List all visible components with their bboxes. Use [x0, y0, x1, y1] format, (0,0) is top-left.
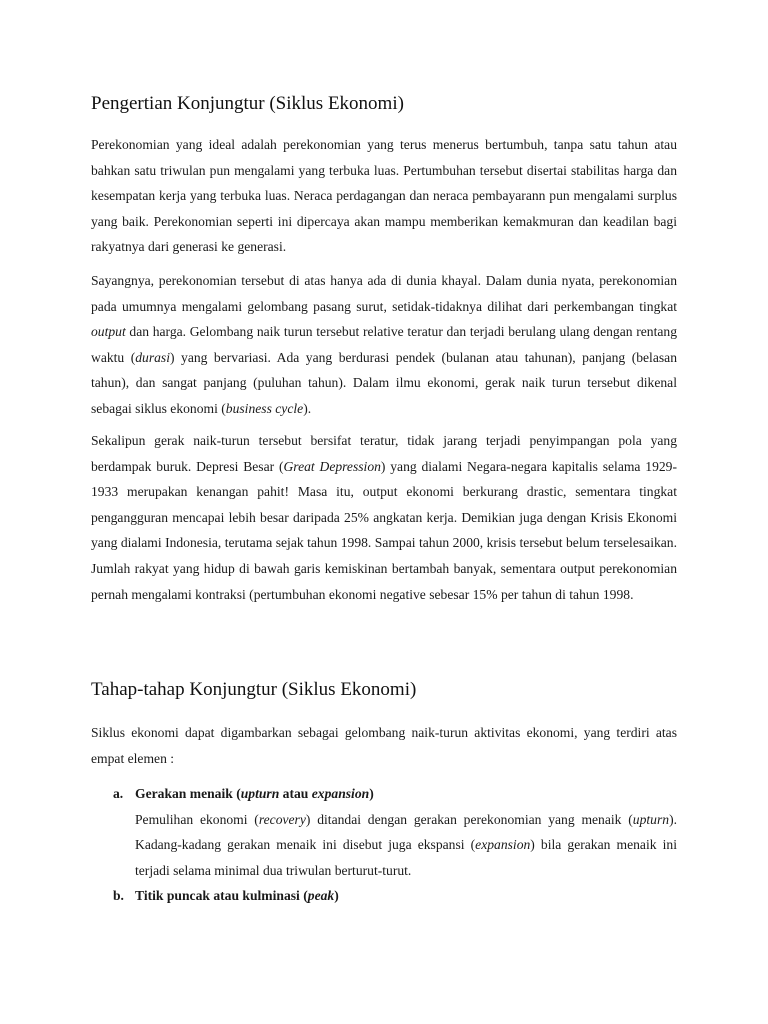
italic-term-business-cycle: business cycle: [225, 400, 304, 416]
list-marker: b.: [113, 888, 124, 904]
list-item: [91, 781, 677, 883]
italic-term-recovery: recovery: [258, 811, 306, 827]
paragraph-1: [91, 132, 677, 260]
paragraph-2-text: [91, 268, 677, 422]
text-run: ) yang bervariasi. Ada yang berdurasi pendek (bulanan atau tahunan), panjang (belasan tahun), dan sangat panjang (puluhan tahun). Dalam ilmu ekonomi, gerak naik turun tersebut dikenal sebagai siklus ekonomi (: [91, 349, 677, 416]
text-run: Sekalipun gerak naik-turun tersebut bersifat teratur, tidak jarang terjadi penyimpangan pola yang berdampak buruk. Depresi Besar (: [91, 433, 677, 474]
text-run: atau: [279, 786, 312, 801]
text-run: Titik puncak atau kulminasi (: [135, 888, 308, 904]
paragraph-2: [91, 268, 677, 422]
italic-term-expansion: expansion: [475, 837, 531, 853]
text-run: ) yang dialami Negara-negara kapitalis selama 1929-1933 merupakan kenangan pahit! Masa itu, output ekonomi berkurang drastic, sementara tingkat pengangguran mencapai lebih besar daripada 25% angkatan kerja. Demikian juga dengan Krisis Ekonomi yang dialami Indonesia, terutama sejak tahun 1998. Sampai tahun 2000, krisis tersebut belum terselesaikan. Jumlah rakyat yang hidup di bawah garis kemiskinan bertambah banyak, sementara output perekonomian pernah mengalami kontraksi (pertumbuhan ekonomi negative sebesar 15% per tahun di tahun 1998.: [91, 458, 677, 602]
italic-term-durasi: durasi: [135, 349, 170, 365]
text-run: ). Kadang-kadang gerakan menaik ini disebut juga ekspansi (: [135, 811, 677, 853]
paragraph-intro: [91, 720, 677, 771]
paragraph-1-text: Perekonomian yang ideal adalah perekonomian yang terus menerus bertumbuh, tanpa satu tahun atau bahkan satu triwulan pun mengalami yang terbuka luas. Pertumbuhan tersebut disertai stabilitas harga dan kesempatan kerja yang terbuka luas. Neraca perdagangan dan neraca pembayarann pun mengalami surplus yang baik. Perekonomian seperti ini dipercaya akan mampu memberikan kemakmuran dan keadilan bagi rakyatnya dari generasi ke generasi.: [91, 137, 677, 255]
text-run: ) bila gerakan menaik ini terjadi selama minimal dua triwulan berturut-turut.: [135, 837, 677, 878]
section-heading-tahap: Tahap-tahap Konjungtur (Siklus Ekonomi): [91, 679, 417, 700]
italic-term-expansion: expansion: [311, 786, 370, 801]
paragraph-3: [91, 428, 677, 607]
list-item: [91, 883, 677, 909]
stages-list: [91, 781, 677, 909]
text-run: dan harga. Gelombang naik turun tersebut relative teratur dan terjadi berulang ulang dengan rentang waktu (: [91, 324, 677, 365]
list-item-body: [135, 807, 677, 884]
italic-term-peak: peak: [307, 888, 335, 904]
text-run: Sayangnya, perekonomian tersebut di atas hanya ada di dunia khayal. Dalam dunia nyata, perekonomian pada umumnya mengalami gelombang pasang surut, setidak-tidaknya dilihat dari perkembangan tingkat: [91, 273, 677, 314]
italic-term-output: output: [91, 324, 126, 340]
text-run: Gerakan menaik (: [135, 786, 241, 801]
text-run: ).: [303, 400, 312, 416]
italic-term-upturn: upturn: [632, 811, 670, 827]
text-run: ): [369, 786, 374, 801]
text-run: ): [334, 888, 339, 904]
paragraph-intro-text: Siklus ekonomi dapat digambarkan sebagai gelombang naik-turun aktivitas ekonomi, yang terdiri atas empat elemen :: [91, 725, 677, 766]
text-run: ) ditandai dengan gerakan perekonomian yang menaik (: [305, 811, 633, 827]
list-item-title: [135, 781, 677, 807]
italic-term-great-depression: Great Depression: [283, 458, 381, 474]
text-run: Pemulihan ekonomi (: [135, 811, 259, 827]
paragraph-3-text: [91, 428, 677, 607]
list-item-title: [135, 883, 677, 909]
list-marker: a.: [113, 786, 124, 801]
section-heading-pengertian: Pengertian Konjungtur (Siklus Ekonomi): [91, 93, 404, 114]
italic-term-upturn: upturn: [240, 786, 280, 801]
